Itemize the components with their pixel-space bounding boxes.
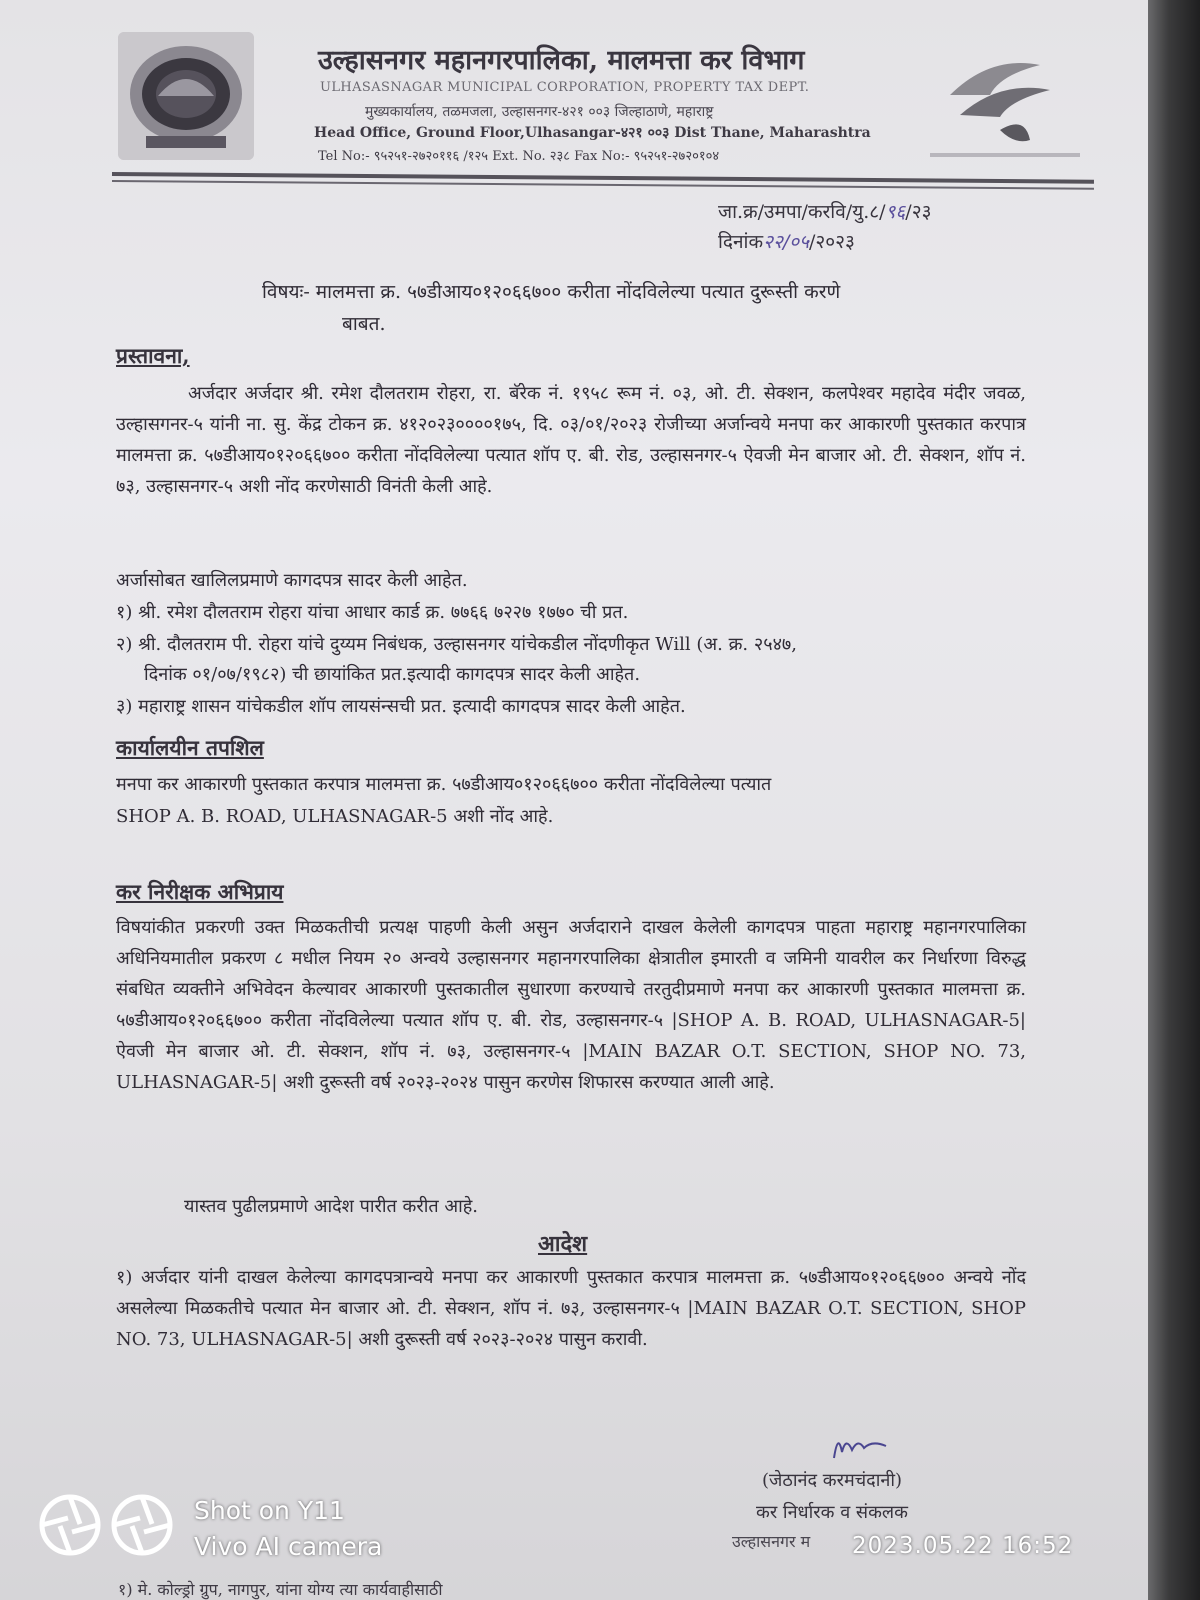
subject-line-2: बाबत. <box>342 313 386 335</box>
office-details-line-2: SHOP A. B. ROAD, ULHASNAGAR-5 अशी नोंद आहे. <box>116 806 554 827</box>
date-handwritten: २२/०५ <box>763 231 809 253</box>
signatory-title: कर निर्धारक व संकलक <box>756 1502 908 1523</box>
municipal-emblem-logo <box>118 32 254 160</box>
watermark-device: Shot on Y11 <box>194 1496 345 1525</box>
header-title-english: ULHASASNAGAR MUNICIPAL CORPORATION, PROPERTY TAX DEPT. <box>320 80 810 95</box>
attachment-item-2-line-2: दिनांक ०१/०७/१९८२) ची छायांकित प्रत.इत्यादी कागदपत्र सादर केली आहेत. <box>144 664 641 685</box>
attachments-intro: अर्जासोबत खालिलप्रमाणे कागदपत्र सादर केली आहेत. <box>116 570 468 591</box>
header-contact-numbers: Tel No:- ९५२५१-२७२०११६ /१२५ Ext. No. २३८ Fax No:- ९५२५१-२७२०१०४ <box>318 149 720 164</box>
office-details-line-1: मनपा कर आकारणी पुस्तकात करपात्र मालमत्ता क्र. ५७डीआय०१२०६६७०० करीता नोंदविलेल्या पत्यात <box>116 774 772 795</box>
inspector-opinion-heading: कर निरीक्षक अभिप्राय <box>116 879 284 904</box>
subject-line-1: विषयः- मालमत्ता क्र. ५७डीआय०१२०६६७०० करीता नोंदविलेल्या पत्यात दुरूस्ती करणे <box>262 281 841 303</box>
inspector-opinion-text: विषयांकीत प्रकरणी उक्त मिळकतीची प्रत्यक्ष पाहणी केली असुन अर्जदाराने दाखल केलेली कागदपत्र पाहता महाराष्ट्र महानगरपालिका अधिनियमातील प्रकरण ८ मधील नियम २० अन्वये उल्हासनगर महानगरपालिका क्षेत्रातील इमारती व जमिनी यावरील कर निर्धारणा विरुद्ध संबधित व्यक्तीने अभिवेदन केल्यावर आकारणी पुस्तकातील सुधारणा करण्याचे तरतुदीप्रमाणे मनपा कर आकारणी पुस्तकात मालमत्ता क्र. ५७डीआय०१२०६६७०० करीता नोंदविलेल्या पत्यात शॉप ए. बी. रोड, उल्हासनगर-५ |SHOP A. B. ROAD, ULHASNAGAR-5| ऐवजी मेन बाजार ओ. टी. सेक्शन, शॉप नं. ७३, उल्हासनगर-५ |MAIN BAZAR O.T. SECTION, SHOP NO. 73, ULHASNAGAR-5| अशी दुरूस्ती वर्ष २०२३-२०२४ पासुन करणेस शिफारस करण्यात आली आहे. <box>116 917 1026 1093</box>
order-text: १) अर्जदार यांनी दाखल केलेल्या कागदपत्रान्वये मनपा कर आकारणी पुस्तकात करपात्र मालमत्ता क्र. ५७डीआय०१२०६६७०० अन्वये नोंद असलेल्या मिळकतीचे पत्यात मेन बाजार ओ. टी. सेक्शन, शॉप नं. ७३, उल्हासनगर-५ |MAIN BAZAR O.T. SECTION, SHOP NO. 73, ULHASNAGAR-5| अशी दुरूस्ती वर्ष २०२३-२०२४ पासुन करावी. <box>116 1267 1026 1350</box>
inspector-opinion-closing: यास्तव पुढीलप्रमाणे आदेश पारीत करीत आहे. <box>184 1196 479 1217</box>
background-edge <box>1148 0 1200 1600</box>
signatory-name: (जेठानंद करमचंदानी) <box>762 1470 903 1491</box>
camera-shutter-icon <box>38 1490 174 1560</box>
copy-to-line: १) मे. कोल्ड्रो ग्रुप, नागपुर, यांना योग्य त्या कार्यवाहीसाठी <box>118 1580 443 1599</box>
attachment-item-1: १) श्री. रमेश दौलतराम रोहरा यांचा आधार कार्ड क्र. ७७६६ ७२२७ १७७० ची प्रत. <box>116 602 629 623</box>
office-details-heading: कार्यालयीन तपशिल <box>116 735 264 760</box>
header-address-marathi: मुख्यकार्यालय, तळमजला, उल्हासनगर-४२१ ००३ जिल्हाठाणे, महाराष्ट्र <box>365 104 714 120</box>
header-address-english: Head Office, Ground Floor,Ulhasangar-४२१ ००३ Dist Thane, Maharashtra <box>314 125 871 141</box>
reference-number: जा.क्र/उमपा/करवि/यु.८/९६/२३ <box>718 201 932 223</box>
preamble-text: अर्जदार अर्जदार श्री. रमेश दौलतराम रोहरा, रा. बॅरेक नं. १९५८ रूम नं. ०३, ओ. टी. सेक्शन, कलपेश्वर महादेव मंदीर जवळ, उल्हासगनर-५ यांनी ना. सु. केंद्र टोकन क्र. ४१२०२३००००१७५, दि. ०३/०१/२०२३ रोजीच्या अर्जान्वये मनपा कर आकारणी पुस्तकात करपात्र मालमत्ता क्र. ५७डीआय०१२०६६७०० करीता नोंदविलेल्या पत्यात शॉप ए. बी. रोड, उल्हासनगर-५ ऐवजी मेन बाजार ओ. टी. सेक्शन, शॉप नं. ७३, उल्हासनगर-५ अशी नोंद करणेसाठी विनंती केली आहे. <box>116 383 1026 497</box>
watermark-timestamp: 2023.05.22 16:52 <box>852 1533 1074 1559</box>
reference-handwritten: ९६ <box>885 201 906 223</box>
preamble-heading: प्रस्तावना, <box>116 343 190 368</box>
reference-date: दिनांक२२/०५/२०२३ <box>718 231 855 253</box>
attachment-item-3: ३) महाराष्ट्र शासन यांचेकडील शॉप लायसंन्सची प्रत. इत्यादी कागदपत्र सादर केली आहेत. <box>116 696 686 717</box>
signature-scribble-icon <box>830 1428 890 1464</box>
signatory-organization: उल्हासनगर म <box>732 1532 811 1551</box>
corporation-swirl-logo <box>930 45 1080 165</box>
watermark-camera: Vivo AI camera <box>194 1532 383 1561</box>
attachment-item-2-line-1: २) श्री. दौलतराम पी. रोहरा यांचे दुय्यम निबंधक, उल्हासनगर यांचेकडील नोंदणीकृत Will (अ. क्र. २५४७, <box>116 634 798 655</box>
subject <box>262 276 1022 340</box>
header-title: उल्हासनगर महानगरपालिका, मालमत्ता कर विभाग <box>318 45 805 76</box>
order-heading: आदेश <box>538 1231 588 1257</box>
